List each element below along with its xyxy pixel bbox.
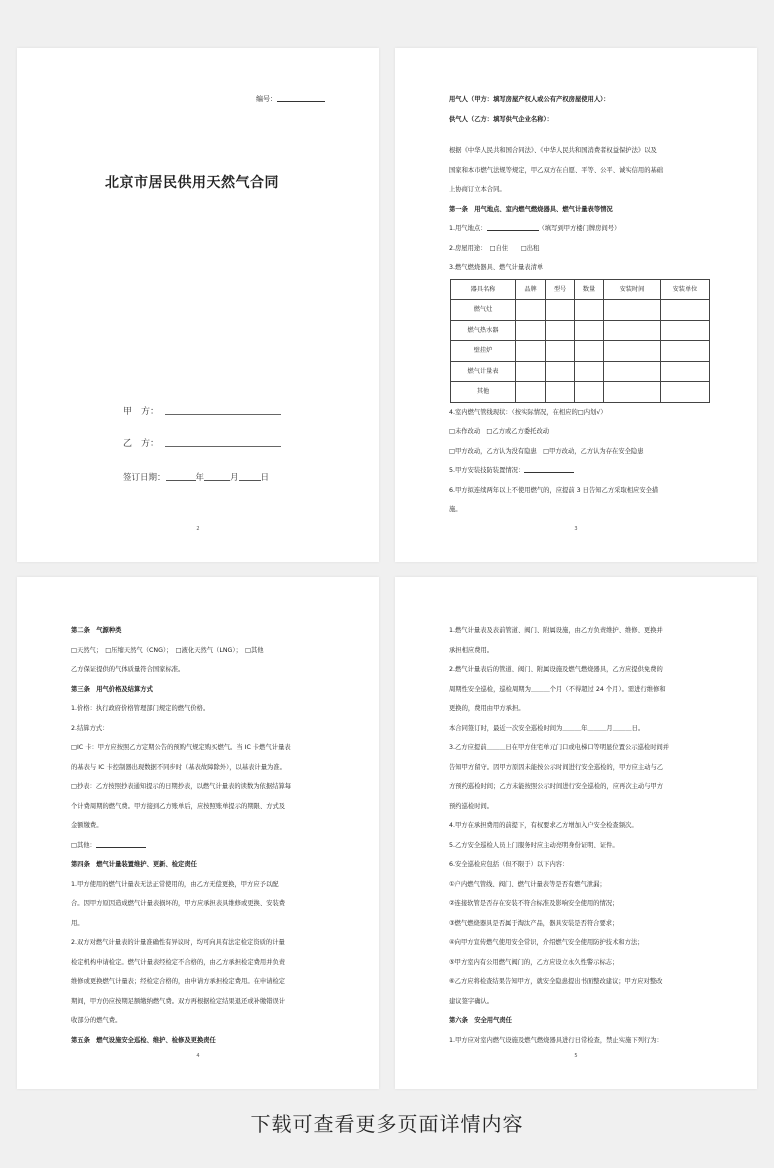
table-cell: 燃气灶 xyxy=(451,300,516,321)
document-page-3 xyxy=(17,577,379,1089)
text-line: 1.甲方应对室内燃气设施及燃气燃烧器具进行日常检查，禁止实施下列行为： xyxy=(449,1036,663,1044)
party-a-label: 甲 方： xyxy=(123,407,160,417)
table-header: 品牌 xyxy=(516,279,546,300)
location-label: 1.用气地点： xyxy=(449,225,487,232)
text-line: ②连接软管是否存在安装不符合标准及影响安全使用的情况； xyxy=(449,900,619,907)
device-label: 5.甲方安装技防装置情况： xyxy=(449,467,525,474)
month-blank xyxy=(204,480,230,481)
text-line: □IC 卡：甲方应按照乙方定期公告的预购气规定购买燃气。当 IC 卡燃气计量表 xyxy=(71,744,291,751)
text-line: ④向甲方宣传燃气使用安全常识，介绍燃气安全使用防护技术和方法； xyxy=(449,939,644,946)
text-line: 预约巡检时间。 xyxy=(449,802,494,810)
text-line: 检定机构申请检定。燃气计量表经检定不合格的，由乙方承担检定费用并负责 xyxy=(71,958,286,966)
text-line xyxy=(449,461,713,481)
text-line: 告知甲方留守。因甲方原因未能按公示时间进行安全巡检的，甲方应主动与乙 xyxy=(449,763,664,771)
text-line: 6.甲方拟连续两年以上不使用燃气的，应提前 3 日告知乙方采取相应安全措 xyxy=(449,486,659,494)
text-line: □抄表：乙方按照抄表通知提示的日期抄表，以燃气计量表的读数为依据结算每 xyxy=(71,783,292,790)
table-header: 器具名称 xyxy=(451,279,516,300)
table-row xyxy=(451,341,710,362)
party-b-field xyxy=(123,436,281,449)
text-line: 的基表与 IC 卡控制器出现数据不同步时（基表故障除外），以基表计量为准。 xyxy=(71,763,286,771)
text-line: □天然气； □压缩天然气（CNG）； □液化天然气（LNG）； □其他 xyxy=(71,646,264,654)
section-heading: 第六条 安全用气责任 xyxy=(449,1017,512,1024)
text-line: □未作改动 □乙方或乙方委托改动 xyxy=(449,428,550,435)
day-label: 日 xyxy=(260,473,270,483)
month-label: 月 xyxy=(230,473,239,483)
section-heading: 第二条 气源种类 xyxy=(71,627,122,634)
text-line: 国家和本市燃气法规等规定，甲乙双方在自愿、平等、公平、诚实信用的基础 xyxy=(449,166,664,174)
text-line: 用。 xyxy=(71,919,84,927)
text-line: 2.结算方式： xyxy=(71,724,109,732)
text-line: 3.燃气燃烧器具、燃气计量表清单 xyxy=(449,264,544,271)
text-line: 承担相应费用。 xyxy=(449,646,494,654)
party-b-label: 乙 方： xyxy=(123,439,160,449)
text-line: 2.房屋用途： □自住 □出租 xyxy=(449,244,540,252)
text-line: 合。因甲方原因造成燃气计量表损坏的，甲方应承担表具维修或更换、安装费 xyxy=(71,900,286,907)
table-row xyxy=(451,382,710,403)
table-header-row xyxy=(451,279,710,300)
table-row xyxy=(451,361,710,382)
text-line: ③燃气燃烧器具是否属于淘汰产品，器具安装是否符合要求； xyxy=(449,919,619,927)
document-page-cover xyxy=(17,48,379,562)
text-line: 本合同签订时，最近一次安全巡检时间为＿＿＿年＿＿＿月＿＿＿日。 xyxy=(449,724,645,732)
other-blank xyxy=(96,847,146,848)
text-line: 上协商订立本合同。 xyxy=(449,186,506,193)
serial-blank-line xyxy=(277,101,325,102)
signing-date-field xyxy=(123,471,269,483)
table-cell: 燃气热水器 xyxy=(451,320,516,341)
text-line: 用气人（甲方：填写房屋产权人或公有产权房屋使用人）： xyxy=(449,96,610,103)
text-line: 6.安全巡检应包括（但不限于）以下内容： xyxy=(449,861,569,868)
table-cell: 其他 xyxy=(451,382,516,403)
party-b-blank-line xyxy=(165,446,281,447)
text-line: 2.燃气计量表后的管道、阀门、附属设施及燃气燃烧器具，乙方应提供免费的 xyxy=(449,666,663,673)
download-more-caption[interactable]: 下载可查看更多页面详情内容 xyxy=(250,1112,524,1136)
page-2-content xyxy=(449,90,713,520)
text-line: ①户内燃气管线、阀门、燃气计量表等是否有燃气泄漏； xyxy=(449,880,606,888)
text-line: 期间，甲方仍应按期足额缴纳燃气费。双方再根据检定结果退还或补缴错误计 xyxy=(71,997,286,1005)
table-cell: 燃气计量表 xyxy=(451,361,516,382)
text-line: 金额缴费。 xyxy=(71,822,103,829)
other-label: □其他： xyxy=(71,841,96,849)
text-line: 4.甲方在承担费用的前提下，有权要求乙方增加入户安全检查频次。 xyxy=(449,822,638,829)
document-page-4 xyxy=(395,577,757,1089)
page-4-content xyxy=(449,621,713,1050)
table-cell: 壁挂炉 xyxy=(451,341,516,362)
text-line: 3.乙方应提前＿＿＿日在甲方住宅单元门口或电梯口等明显位置公示巡检时间并 xyxy=(449,744,670,751)
table-row xyxy=(451,320,710,341)
table-header: 安装单位 xyxy=(661,279,710,300)
text-line xyxy=(449,219,713,239)
date-label: 签订日期： xyxy=(123,473,166,483)
text-line: 2.双方对燃气计量表的计量准确性有异议时，均可向具有法定检定资质的计量 xyxy=(71,939,285,946)
text-line: 4.室内燃气管线现状：（按实际情况，在相应的□内划√） xyxy=(449,408,607,416)
year-label: 年 xyxy=(195,473,205,483)
serial-number-field xyxy=(256,94,325,104)
day-blank xyxy=(239,480,261,481)
table-header: 安装时间 xyxy=(604,279,661,300)
text-line: □甲方改动，乙方认为没有隐患 □甲方改动，乙方认为存在安全隐患 xyxy=(449,447,644,455)
table-header: 数量 xyxy=(575,279,604,300)
section-heading: 第三条 用气价格及结算方式 xyxy=(71,685,153,693)
text-line: 供气人（乙方：填写供气企业名称）： xyxy=(449,115,553,123)
text-line: 乙方保证提供的气体质量符合国家标准。 xyxy=(71,666,185,673)
page-number: 3 xyxy=(574,526,578,532)
text-line: 1.甲方使用的燃气计量表无法正常使用的，由乙方无偿更换，甲方应予以配 xyxy=(71,880,279,888)
text-line: 根据《中华人民共和国合同法》、《中华人民共和国消费者权益保护法》以及 xyxy=(449,147,657,154)
text-line: 施。 xyxy=(449,506,462,513)
contract-title: 北京市居民供用天然气合同 xyxy=(105,175,279,191)
location-hint: （填写到甲方楼门牌房间号） xyxy=(538,225,621,232)
section-heading: 第五条 燃气设施安全巡检、维护、检修及更换责任 xyxy=(71,1036,216,1044)
section-heading: 第四条 燃气计量装置维护、更新、检定责任 xyxy=(71,861,197,868)
text-line: 个计费周期的燃气费。甲方接到乙方账单后，应按照账单提示的期限、方式及 xyxy=(71,802,286,810)
location-blank xyxy=(487,230,539,231)
text-line: 收部分的燃气费。 xyxy=(71,1017,122,1024)
text-line: 方预约巡检时间；乙方未能按照公示时间进行安全巡检的，应再次主动与甲方 xyxy=(449,783,664,790)
page-number: 5 xyxy=(574,1053,578,1059)
text-line: 1.价格：执行政府价格管理部门规定的燃气价格。 xyxy=(71,705,210,712)
page-number: 2 xyxy=(196,526,200,532)
party-a-field xyxy=(123,404,281,417)
serial-label: 编号： xyxy=(256,95,277,103)
text-line: ⑥乙方应将检查结果告知甲方，就安全隐患提出书面整改建议；甲方应对整改 xyxy=(449,978,663,985)
text-line: 5.乙方安全巡检人员上门服务时应主动亮明身份证明、证件。 xyxy=(449,841,619,849)
year-blank xyxy=(166,480,196,481)
document-page-2 xyxy=(395,48,757,562)
section-heading: 第一条 用气地点、室内燃气燃烧器具、燃气计量表等情况 xyxy=(449,205,613,213)
text-line: ⑤甲方室内有公用燃气阀门的，乙方应设立永久性警示标志； xyxy=(449,958,619,966)
appliance-table xyxy=(450,279,710,403)
page-3-content xyxy=(71,621,335,1050)
text-line xyxy=(71,836,335,856)
table-header: 型号 xyxy=(546,279,575,300)
text-line: 1.燃气计量表及表前管道、阀门、附属设施，由乙方负责维护、维修、更换并 xyxy=(449,627,663,634)
text-line: 维修或更换燃气计量表；经检定合格的，由申请方承担检定费用。在申请检定 xyxy=(71,978,286,985)
text-line: 建议签字确认。 xyxy=(449,997,494,1005)
page-number: 4 xyxy=(196,1053,200,1059)
device-blank xyxy=(524,472,574,473)
party-a-blank-line xyxy=(165,414,281,415)
table-row xyxy=(451,300,710,321)
text-line: 更换的，费用由甲方承担。 xyxy=(449,705,525,712)
text-line: 周期性安全巡检，巡检周期为＿＿＿个月（不得超过 24 个月）。需进行维修和 xyxy=(449,685,666,693)
